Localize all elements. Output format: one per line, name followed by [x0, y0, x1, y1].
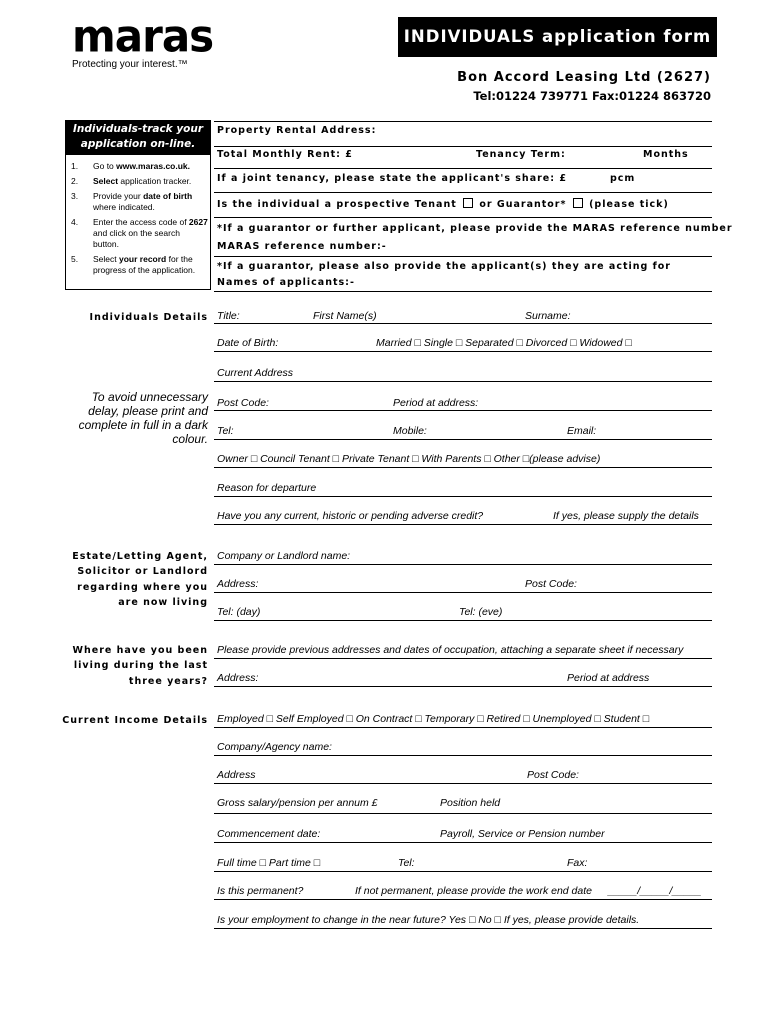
previous-addresses-label: Where have you been living during the last three years?	[72, 645, 208, 687]
work-end-date-note: If not permanent, please provide the work end date	[355, 885, 592, 897]
divider	[214, 899, 712, 900]
tracker-step: 5. Select your record for the progress of the application.	[71, 254, 196, 275]
period-at-address-field[interactable]: Period at address:	[393, 397, 479, 409]
tenure-options[interactable]: Owner □ Council Tenant □ Private Tenant □ With Parents □ Other □(please advise)	[217, 453, 601, 465]
online-tracker-box	[65, 120, 211, 290]
divider	[214, 146, 712, 147]
tel-field[interactable]: Tel:	[217, 425, 234, 437]
tracker-steps	[66, 155, 210, 276]
previous-addresses-instruction: Please provide previous addresses and dates of occupation, attaching a separate sheet if necessary	[217, 644, 684, 656]
employer-fax-field[interactable]: Fax:	[567, 857, 588, 869]
mobile-field[interactable]: Mobile:	[393, 425, 427, 437]
divider	[214, 871, 712, 872]
divider	[214, 217, 712, 218]
divider	[214, 351, 712, 352]
divider	[214, 467, 712, 468]
divider	[214, 381, 712, 382]
applicant-names-field[interactable]: Names of applicants:-	[217, 277, 355, 288]
employer-post-code-field[interactable]: Post Code:	[527, 769, 579, 781]
post-code-field[interactable]: Post Code:	[217, 397, 269, 409]
divider	[214, 291, 712, 292]
agent-post-code-field[interactable]: Post Code:	[525, 578, 577, 590]
guarantor-names-note: *If a guarantor, please also provide the applicant(s) they are acting for	[217, 261, 671, 272]
divider	[214, 727, 712, 728]
position-held-field[interactable]: Position held	[440, 797, 501, 809]
agent-tel-eve-field[interactable]: Tel: (eve)	[459, 606, 503, 618]
form-title: INDIVIDUALS application form	[398, 17, 717, 57]
company-contact: Tel:01224 739771 Fax:01224 863720	[473, 89, 711, 103]
divider	[214, 658, 712, 659]
payroll-number-field[interactable]: Payroll, Service or Pension number	[440, 828, 605, 840]
months-label: Months	[643, 149, 689, 160]
title-field[interactable]: Title:	[217, 310, 240, 322]
previous-address-field[interactable]: Address:	[217, 672, 259, 684]
landlord-name-field[interactable]: Company or Landlord name:	[217, 550, 351, 562]
property-rental-address-field[interactable]: Property Rental Address:	[217, 125, 377, 136]
adverse-credit-details-note: If yes, please supply the details	[553, 510, 699, 522]
total-rent-field[interactable]: Total Monthly Rent: £	[217, 149, 353, 160]
divider	[214, 686, 712, 687]
agent-tel-day-field[interactable]: Tel: (day)	[217, 606, 261, 618]
employment-change-question[interactable]: Is your employment to change in the near future? Yes □ No □ If yes, please provide details.	[217, 914, 640, 926]
tracker-step: 2. Select application tracker.	[71, 176, 192, 186]
joint-share-field[interactable]: If a joint tenancy, please state the applicant's share: £	[217, 173, 567, 184]
divider	[214, 496, 712, 497]
previous-period-field[interactable]: Period at address	[567, 672, 650, 684]
divider	[214, 524, 712, 525]
company-name: Bon Accord Leasing Ltd (2627)	[457, 70, 711, 85]
marital-status-options[interactable]: Married □ Single □ Separated □ Divorced □ Widowed □	[376, 337, 632, 349]
maras-reference-field[interactable]: MARAS reference number:-	[217, 241, 387, 252]
employer-address-field[interactable]: Address	[217, 769, 256, 781]
tenant-or-guarantor: Is the individual a prospective Tenant or Guarantor* (please tick)	[217, 199, 669, 210]
tracker-step: 1. Go to www.maras.co.uk.	[71, 161, 191, 171]
work-end-date-field[interactable]: _____/_____/_____	[608, 885, 702, 897]
divider	[214, 256, 712, 257]
divider	[214, 755, 712, 756]
gross-salary-field[interactable]: Gross salary/pension per annum £	[217, 797, 378, 809]
employer-name-field[interactable]: Company/Agency name:	[217, 741, 332, 753]
divider	[214, 192, 712, 193]
reason-for-departure-field[interactable]: Reason for departure	[217, 482, 317, 494]
employment-status-options[interactable]: Employed □ Self Employed □ On Contract □ Temporary □ Retired □ Unemployed □ Student □	[217, 713, 650, 725]
divider	[214, 813, 712, 814]
tenant-checkbox[interactable]	[463, 198, 473, 208]
maras-logo: maras	[72, 10, 214, 63]
divider	[214, 564, 712, 565]
guarantor-checkbox[interactable]	[573, 198, 583, 208]
income-details-label: Current Income Details	[62, 715, 208, 726]
agent-section-label: Estate/Letting Agent, Solicitor or Landlord regarding where you are now living	[72, 551, 208, 608]
print-instruction-note: To avoid unnecessary delay, please print and complete in full in a dark colour.	[78, 390, 208, 446]
tracker-step: 4. Enter the access code of 2627 and click on the search button.	[71, 217, 208, 249]
divider	[214, 323, 712, 324]
tracker-step: 3. Provide your date of birth where indicated.	[71, 191, 193, 212]
adverse-credit-question[interactable]: Have you any current, historic or pending adverse credit?	[217, 510, 484, 522]
employer-tel-field[interactable]: Tel:	[398, 857, 415, 869]
divider	[214, 410, 712, 411]
divider	[214, 439, 712, 440]
divider	[214, 592, 712, 593]
agent-address-field[interactable]: Address:	[217, 578, 259, 590]
surname-field[interactable]: Surname:	[525, 310, 571, 322]
divider	[214, 168, 712, 169]
tagline: Protecting your interest.™	[72, 59, 188, 70]
divider	[214, 121, 712, 122]
divider	[214, 620, 712, 621]
commencement-date-field[interactable]: Commencement date:	[217, 828, 321, 840]
first-names-field[interactable]: First Name(s)	[313, 310, 377, 322]
full-part-time-options[interactable]: Full time □ Part time □	[217, 857, 321, 869]
current-address-field[interactable]: Current Address	[217, 367, 294, 379]
tenancy-term-field[interactable]: Tenancy Term:	[476, 149, 566, 160]
pcm-label: pcm	[610, 173, 636, 184]
permanent-question[interactable]: Is this permanent?	[217, 885, 304, 897]
tracker-heading: Individuals-track your application on-line.	[66, 121, 210, 155]
divider	[214, 842, 712, 843]
email-field[interactable]: Email:	[567, 425, 597, 437]
divider	[214, 783, 712, 784]
date-of-birth-field[interactable]: Date of Birth:	[217, 337, 279, 349]
guarantor-ref-note: *If a guarantor or further applicant, please provide the MARAS reference number	[217, 223, 733, 234]
individuals-details-label: Individuals Details	[89, 312, 208, 323]
divider	[214, 928, 712, 929]
